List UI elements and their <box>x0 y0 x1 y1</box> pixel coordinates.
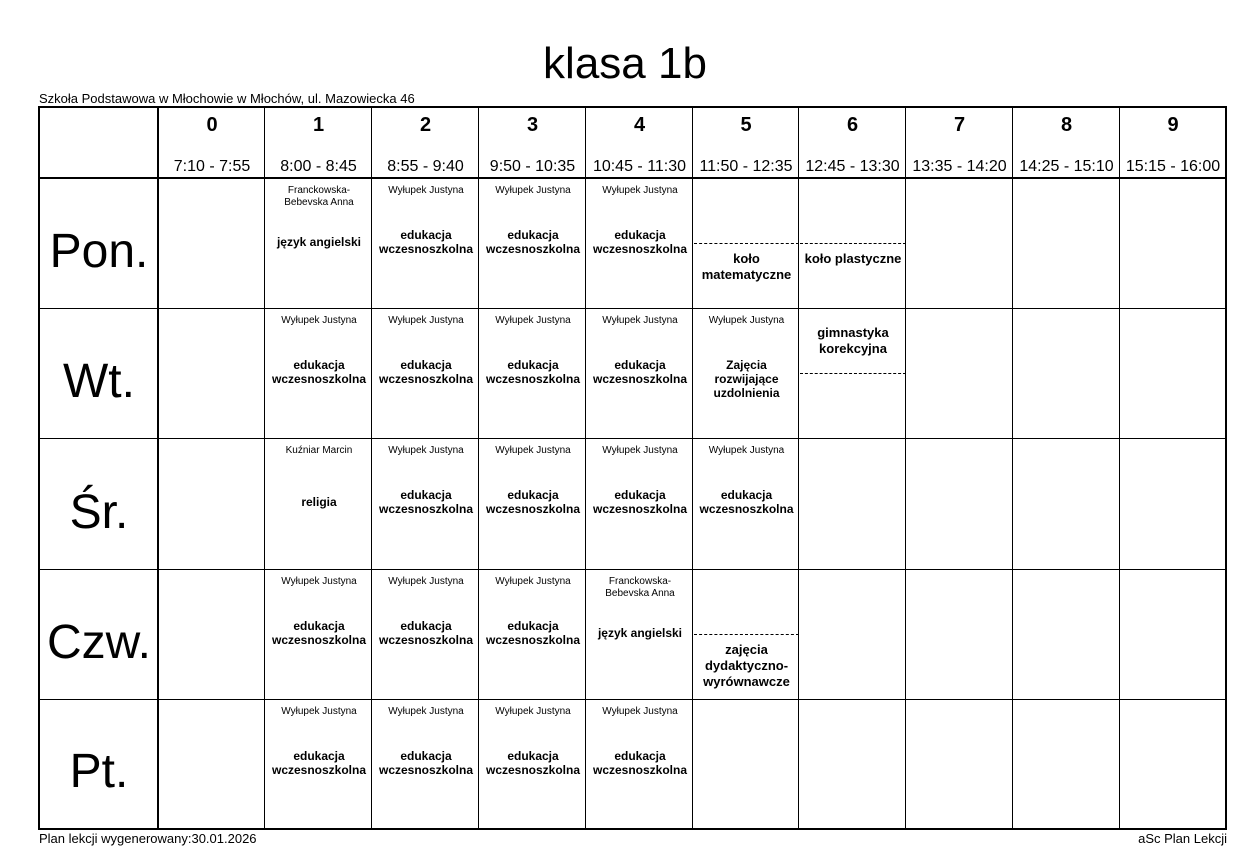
lesson-subject: edukacja wczesnoszkolna <box>592 488 688 516</box>
day-label: Czw. <box>46 616 151 669</box>
lesson-cell <box>800 309 906 438</box>
lesson-subject: gimnastyka korekcyjna <box>817 325 889 356</box>
period-time: 8:00 - 8:45 <box>280 158 357 175</box>
lesson-teacher: Wyłupek Justyna <box>602 706 678 717</box>
lesson-subject: edukacja wczesnoszkolna <box>378 228 474 256</box>
lesson-cell <box>373 700 479 827</box>
period-time: 14:25 - 15:10 <box>1019 158 1114 175</box>
day-label: Pon. <box>49 225 149 278</box>
period-number: 3 <box>526 114 539 136</box>
page-title: klasa 1b <box>543 39 707 88</box>
lesson-teacher: Wyłupek Justyna <box>281 706 357 717</box>
lesson-teacher: Wyłupek Justyna <box>708 315 785 326</box>
lesson-teacher: Wyłupek Justyna <box>281 315 357 326</box>
period-header-8 <box>1013 108 1120 179</box>
lesson-cell <box>266 700 372 827</box>
lesson-teacher: Wyłupek Justyna <box>602 315 678 326</box>
lesson-cell <box>587 309 693 438</box>
lesson-teacher: Franckowska-Bebevska Anna <box>284 185 354 208</box>
period-header-4 <box>586 108 693 179</box>
period-time: 8:55 - 9:40 <box>387 158 464 175</box>
lesson-subject: edukacja wczesnoszkolna <box>271 749 367 777</box>
period-header-6 <box>799 108 906 179</box>
lesson-teacher: Wyłupek Justyna <box>388 185 464 196</box>
lesson-cell <box>266 570 372 699</box>
lesson-teacher: Wyłupek Justyna <box>495 706 571 717</box>
lesson-cell <box>266 179 372 308</box>
lesson-cell <box>480 179 586 308</box>
lesson-cell <box>800 179 906 308</box>
grid-vline <box>1119 108 1120 828</box>
lesson-subject: język angielski <box>276 235 362 249</box>
period-header-5 <box>693 108 799 179</box>
lesson-subject: edukacja wczesnoszkolna <box>378 619 474 647</box>
period-number: 1 <box>312 114 325 136</box>
lesson-cell <box>694 309 799 438</box>
lesson-teacher: Wyłupek Justyna <box>388 445 464 456</box>
lesson-teacher: Wyłupek Justyna <box>495 445 571 456</box>
period-number: 8 <box>1060 114 1073 136</box>
period-time: 7:10 - 7:55 <box>173 158 251 175</box>
day-label: Pt. <box>69 745 129 798</box>
lesson-teacher: Wyłupek Justyna <box>602 185 678 196</box>
lesson-teacher: Wyłupek Justyna <box>388 576 464 587</box>
period-number: 4 <box>633 114 646 136</box>
period-header-9 <box>1120 108 1226 179</box>
brand-label: aSc Plan Lekcji <box>1138 831 1227 846</box>
lesson-cell <box>587 570 693 699</box>
lesson-cell <box>480 309 586 438</box>
lesson-subject: edukacja wczesnoszkolna <box>699 488 794 516</box>
lesson-cell <box>373 179 479 308</box>
lesson-subject: edukacja wczesnoszkolna <box>592 358 688 386</box>
school-name: Szkoła Podstawowa w Młochowie w Młochów, ul. Mazowiecka 46 <box>39 91 415 106</box>
period-number: 5 <box>740 114 752 136</box>
lesson-teacher: Wyłupek Justyna <box>388 706 464 717</box>
period-number: 6 <box>846 114 859 136</box>
lesson-cell <box>480 570 586 699</box>
lesson-cell <box>373 570 479 699</box>
lesson-subject: edukacja wczesnoszkolna <box>592 749 688 777</box>
grid-vline <box>157 108 159 828</box>
grid-vline <box>1012 108 1013 828</box>
period-number: 0 <box>206 114 218 136</box>
lesson-subject: edukacja wczesnoszkolna <box>485 619 581 647</box>
lesson-cell <box>373 309 479 438</box>
lesson-cell <box>480 439 586 569</box>
lesson-subject: edukacja wczesnoszkolna <box>592 228 688 256</box>
lesson-subject: edukacja wczesnoszkolna <box>271 619 367 647</box>
lesson-teacher: Wyłupek Justyna <box>388 315 464 326</box>
lesson-subject: edukacja wczesnoszkolna <box>485 488 581 516</box>
period-header-1 <box>265 108 372 179</box>
lesson-cell <box>373 439 479 569</box>
lesson-teacher: Wyłupek Justyna <box>495 315 571 326</box>
lesson-teacher: Wyłupek Justyna <box>281 576 357 587</box>
period-time: 10:45 - 11:30 <box>592 158 687 175</box>
period-time: 11:50 - 12:35 <box>699 158 793 175</box>
lesson-cell <box>587 179 693 308</box>
period-header-7 <box>906 108 1013 179</box>
lesson-teacher: Franckowska-Bebevska Anna <box>605 576 675 599</box>
lesson-subject: edukacja wczesnoszkolna <box>485 749 581 777</box>
generated-date: Plan lekcji wygenerowany:30.01.2026 <box>39 831 257 846</box>
day-label: Śr. <box>69 485 129 539</box>
timetable-grid <box>38 106 1227 830</box>
lesson-subject: edukacja wczesnoszkolna <box>378 749 474 777</box>
period-time: 13:35 - 14:20 <box>912 158 1007 175</box>
period-time: 12:45 - 13:30 <box>805 158 900 175</box>
lesson-cell <box>266 439 372 569</box>
grid-vline <box>264 108 265 828</box>
lesson-cell <box>266 309 372 438</box>
lesson-subject: język angielski <box>597 626 683 640</box>
lesson-subject: koło plastyczne <box>804 251 902 266</box>
day-label: Wt. <box>63 355 135 408</box>
lesson-subject: edukacja wczesnoszkolna <box>271 358 367 386</box>
period-header-0 <box>159 108 265 179</box>
lesson-subject: zajęcia dydaktyczno-wyrównawcze <box>703 642 790 689</box>
lesson-cell <box>694 439 799 569</box>
lesson-teacher: Wyłupek Justyna <box>495 185 571 196</box>
period-header-2 <box>372 108 479 179</box>
lesson-subject: religia <box>301 495 337 509</box>
lesson-teacher: Wyłupek Justyna <box>495 576 571 587</box>
lesson-cell <box>694 570 799 699</box>
lesson-teacher: Wyłupek Justyna <box>708 445 785 456</box>
lesson-subject: edukacja wczesnoszkolna <box>378 358 474 386</box>
lesson-cell <box>480 700 586 827</box>
period-time: 9:50 - 10:35 <box>489 158 576 175</box>
period-number: 9 <box>1167 114 1179 136</box>
lesson-teacher: Kuźniar Marcin <box>285 445 353 456</box>
lesson-cell <box>694 179 799 308</box>
period-number: 7 <box>953 114 966 136</box>
period-number: 2 <box>419 114 432 136</box>
lesson-cell <box>587 439 693 569</box>
lesson-subject: Zajęcia rozwijające uzdolnienia <box>713 358 780 400</box>
lesson-teacher: Wyłupek Justyna <box>602 445 678 456</box>
lesson-cell <box>587 700 693 827</box>
lesson-subject: koło matematyczne <box>701 251 792 282</box>
period-header-3 <box>479 108 586 179</box>
period-time: 15:15 - 16:00 <box>1125 158 1221 175</box>
lesson-subject: edukacja wczesnoszkolna <box>485 358 581 386</box>
lesson-subject: edukacja wczesnoszkolna <box>485 228 581 256</box>
lesson-subject: edukacja wczesnoszkolna <box>378 488 474 516</box>
